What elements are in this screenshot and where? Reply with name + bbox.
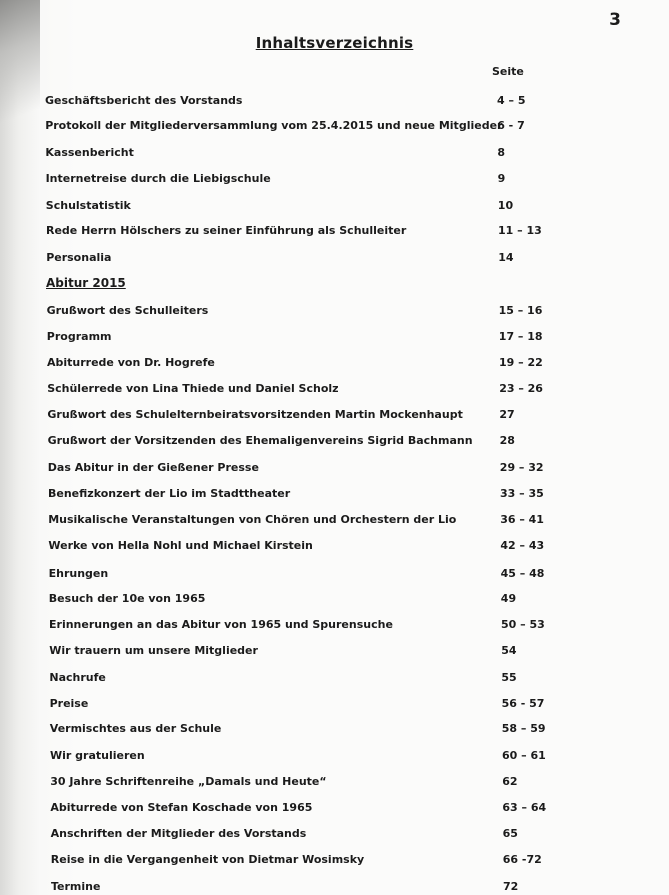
toc-entry [0,853,669,871]
toc-entry-title: Grußwort des Schulelternbeiratsvorsitzenden Martin Mockenhaupt [47,408,463,421]
toc-entry-pages: 14 [498,251,514,264]
toc-entry-pages: 42 – 43 [500,539,545,552]
toc-entry [0,722,669,740]
toc-entry [0,172,669,190]
toc-entry-pages: 58 – 59 [501,722,546,735]
toc-entry-title: Das Abitur in der Gießener Presse [47,461,259,474]
toc-entry [0,618,669,636]
toc-entry [0,356,669,374]
toc-entry-title: Personalia [46,251,112,264]
toc-entry-title: Anschriften der Mitglieder des Vorstands [50,827,307,840]
toc-entry [0,671,669,689]
toc-entry-pages: 62 [502,775,518,788]
toc-entry-title: Internetreise durch die Liebigschule [45,172,271,185]
toc-entry-title: Ehrungen [48,567,109,580]
toc-entry-title: Vermischtes aus der Schule [49,722,222,735]
toc-entry [0,94,669,112]
toc-entry-pages: 17 – 18 [498,330,543,343]
toc-entry [0,146,669,164]
toc-entry-title: Besuch der 10e von 1965 [48,592,206,605]
toc-entry-title: Geschäftsbericht des Vorstands [45,94,243,107]
toc-entry [0,199,669,217]
toc-entry-title: Programm [46,330,112,343]
toc-entry [0,749,669,767]
toc-entry-title: Abiturrede von Stefan Koschade von 1965 [50,801,313,814]
toc-entry [0,880,669,895]
toc-entry [0,644,669,662]
toc-entry-pages: 50 – 53 [501,618,545,631]
toc-entry-pages: 54 [501,644,517,657]
toc-entry-pages: 8 [497,146,506,159]
toc-entry-title: Termine [51,880,101,893]
toc-entry-title: Grußwort der Vorsitzenden des Ehemaligenvereins Sigrid Bachmann [47,434,473,447]
toc-entry-pages: 15 – 16 [498,304,543,317]
toc-entry-title: Erinnerungen an das Abitur von 1965 und Spurensuche [49,618,393,631]
toc-entry [0,775,669,793]
toc-entry [0,461,669,479]
toc-entry [0,592,669,610]
toc-entry-pages: 27 [499,408,515,421]
toc-entry [0,408,669,426]
toc-entry-pages: 45 – 48 [500,567,545,580]
toc-entry [0,251,669,269]
toc-entry [0,827,669,845]
toc-entry-title: Benefizkonzert der Lio im Stadttheater [48,487,291,500]
toc-entry-title: Kassenbericht [45,146,134,159]
toc-entry-pages: 66 -72 [502,853,542,866]
toc-entry [0,801,669,819]
toc-entry-title: Wir trauern um unsere Mitglieder [49,644,258,657]
toc-entry-pages: 29 – 32 [499,461,544,474]
toc-entry-pages: 56 - 57 [501,697,545,710]
toc-entry [0,487,669,505]
toc-entry-pages: 36 – 41 [500,513,544,526]
toc-entry [0,513,669,531]
toc-entry-pages: 65 [502,827,518,840]
toc-entry-pages: 10 [497,199,514,212]
toc-entry-title: 30 Jahre Schriftenreihe „Damals und Heute“ [50,775,327,788]
section-heading: Abitur 2015 [46,276,126,290]
toc-entry-title: Schulstatistik [45,199,131,212]
toc-entry-title: Reise in die Vergangenheit von Dietmar Wosimsky [50,853,365,866]
toc-entry [0,119,669,137]
toc-entry-title: Wir gratulieren [50,749,145,762]
toc-entry-pages: 6 - 7 [497,119,525,132]
toc-entry-title: Grußwort des Schulleiters [46,304,209,317]
toc-entry-title: Werke von Hella Nohl und Michael Kirstein [48,539,313,552]
toc-entry-pages: 19 – 22 [499,356,543,369]
toc-entry [0,382,669,400]
toc-entry-pages: 4 – 5 [497,94,526,107]
column-header-seite: Seite [492,65,524,78]
toc-entry-pages: 28 [499,434,515,447]
toc-entry-pages: 49 [500,592,517,605]
toc-entry-title: Musikalische Veranstaltungen von Chören und Orchestern der Lio [48,513,457,526]
toc-entry-title: Abiturrede von Dr. Hogrefe [47,356,215,369]
page-number: 3 [609,10,621,30]
toc-entry [0,304,669,322]
toc-entry [0,697,669,715]
toc-entry [0,224,669,242]
toc-entry [0,330,669,348]
toc-entry-title: Nachrufe [49,671,106,684]
page-title: Inhaltsverzeichnis [255,34,414,52]
toc-entry-pages: 11 – 13 [497,224,542,237]
toc-entry-title: Rede Herrn Hölschers zu seiner Einführung als Schulleiter [45,224,407,237]
toc-entry-title: Preise [49,697,89,710]
toc-entry-pages: 23 – 26 [499,382,543,395]
toc-entry-pages: 63 – 64 [502,801,547,814]
toc-entry [0,539,669,557]
toc-entry-pages: 72 [503,880,519,893]
toc-entry [0,434,669,452]
toc-entry-title: Schülerrede von Lina Thiede und Daniel Scholz [47,382,339,395]
toc-entry-pages: 9 [497,172,506,185]
toc-entry [0,567,669,585]
toc-entry-title: Protokoll der Mitgliederversammlung vom 25.4.2015 und neue Mitglieder [45,119,503,132]
toc-entry-pages: 55 [501,671,517,684]
toc-entry-pages: 60 – 61 [502,749,546,762]
toc-entry-pages: 33 – 35 [500,487,544,500]
